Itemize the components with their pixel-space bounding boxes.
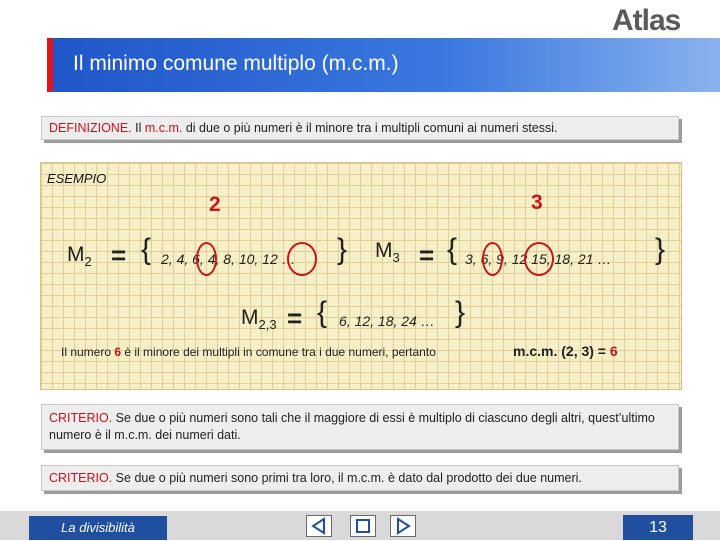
home-button[interactable] (350, 515, 376, 537)
example-result: m.c.m. (2, 3) = 6 (513, 343, 618, 359)
common-set-items: 6, 12, 18, 24 … (339, 313, 435, 329)
left-set-items: 2, 4, 6, 4, 8, 10, 12 … (161, 251, 296, 267)
footer-bar (0, 511, 720, 540)
common-close-brace: } (455, 296, 466, 329)
criterion-2-label: CRITERIO. (49, 471, 113, 485)
right-set-items: 3, 6, 9, 12 15, 18, 21 … (465, 251, 612, 267)
atlas-logo: Atlas (612, 4, 681, 37)
definition-pre: Il (131, 121, 145, 135)
right-equals: = (419, 240, 435, 270)
left-equals: = (111, 240, 127, 270)
page-title: Il minimo comune multiplo (m.c.m.) (73, 52, 399, 75)
title-bar (47, 38, 720, 92)
triangle-left-icon (307, 516, 331, 536)
left-ring-12 (287, 242, 317, 276)
right-ring-12 (524, 242, 554, 276)
common-set-name: $M_{2,3}$ (241, 306, 277, 333)
right-close-brace: } (655, 233, 666, 266)
criterion-box-1 (41, 404, 679, 450)
title-accent (47, 38, 53, 92)
prev-page-button[interactable] (306, 515, 332, 537)
left-number: 2 (209, 193, 221, 216)
right-ring-6 (482, 242, 503, 276)
criterion-1-label: CRITERIO. (49, 411, 113, 425)
criterion-box-2 (41, 465, 679, 491)
left-open-brace: { (141, 233, 152, 266)
triangle-right-icon (391, 516, 415, 536)
example-label: ESEMPIO (47, 171, 107, 186)
common-open-brace: { (317, 296, 328, 329)
criterion-2-text: Se due o più numeri sono primi tra loro, il m.c.m. è dato dal prodotto dei due numeri. (112, 471, 582, 485)
section-tab[interactable]: La divisibilità (29, 516, 167, 540)
example-panel (40, 162, 682, 390)
left-set-name: $M_2$ (67, 243, 92, 270)
criterion-1-text: Se due o più numeri sono tali che il maggiore di essi è multiplo di ciascuno degli altri, quest’ultimo numero è il m.c.m. dei numeri dati. (49, 411, 655, 442)
right-number: 3 (531, 191, 543, 214)
next-page-button[interactable] (390, 515, 416, 537)
definition-term: m.c.m. (144, 121, 183, 135)
example-conclusion: Il numero 6 è il minore dei multipli in comune tra i due numeri, pertanto (61, 345, 436, 359)
right-set-name: $M_3$ (375, 239, 400, 266)
common-equals: = (287, 303, 303, 333)
definition-text: di due o più numeri è il minore tra i multipli comuni ai numeri stessi. (182, 121, 558, 135)
right-open-brace: { (447, 233, 458, 266)
page-number: 13 (623, 515, 693, 540)
left-close-brace: } (337, 233, 348, 266)
definition-label: DEFINIZIONE. (49, 121, 132, 135)
definition-box (41, 116, 679, 140)
left-ring-6 (196, 242, 217, 276)
square-home-icon (351, 516, 375, 536)
